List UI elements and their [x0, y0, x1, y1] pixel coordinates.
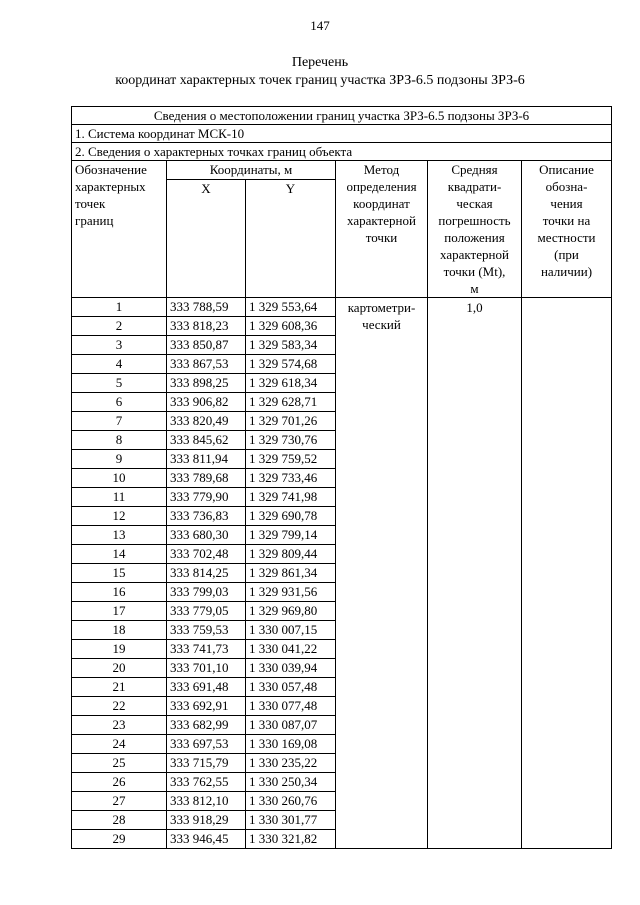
point-number: 24 [72, 735, 167, 754]
point-number: 2 [72, 317, 167, 336]
point-y: 1 330 007,15 [246, 621, 336, 640]
header-description [522, 161, 612, 298]
point-x: 333 811,94 [167, 450, 246, 469]
header-description-line: (при [554, 247, 579, 262]
point-y: 1 330 039,94 [246, 659, 336, 678]
error-cell: 1,0 [428, 298, 522, 849]
point-y: 1 330 041,22 [246, 640, 336, 659]
point-x: 333 850,87 [167, 336, 246, 355]
point-number: 19 [72, 640, 167, 659]
point-number: 1 [72, 298, 167, 317]
point-y: 1 329 969,80 [246, 602, 336, 621]
point-x: 333 692,91 [167, 697, 246, 716]
point-number: 12 [72, 507, 167, 526]
header-error-line: ческая [456, 196, 493, 211]
point-number: 16 [72, 583, 167, 602]
header-description-line: обозна- [545, 179, 588, 194]
point-number: 29 [72, 830, 167, 849]
point-x: 333 702,48 [167, 545, 246, 564]
point-number: 28 [72, 811, 167, 830]
header-designation [72, 161, 167, 298]
point-number: 13 [72, 526, 167, 545]
point-number: 18 [72, 621, 167, 640]
point-x: 333 820,49 [167, 412, 246, 431]
point-x: 333 680,30 [167, 526, 246, 545]
point-number: 3 [72, 336, 167, 355]
header-method-line: точки [365, 230, 398, 245]
point-y: 1 329 759,52 [246, 450, 336, 469]
header-method-line: характерной [347, 213, 416, 228]
point-y: 1 329 741,98 [246, 488, 336, 507]
header-designation-line: Обозначение [75, 162, 147, 177]
point-y: 1 330 235,22 [246, 754, 336, 773]
point-number: 21 [72, 678, 167, 697]
point-number: 22 [72, 697, 167, 716]
description-cell [522, 298, 612, 849]
point-x: 333 845,62 [167, 431, 246, 450]
point-x: 333 898,25 [167, 374, 246, 393]
table-caption: Сведения о местоположении границ участка ЗРЗ-6.5 подзоны ЗРЗ-6 [72, 107, 612, 125]
header-method-line: координат [353, 196, 410, 211]
coordinates-table [71, 106, 612, 849]
header-designation-line: границ [75, 213, 114, 228]
header-error-line: положения [444, 230, 505, 245]
header-error-line: точки (Mt), [443, 264, 506, 279]
point-x: 333 946,45 [167, 830, 246, 849]
header-method-line: Метод [363, 162, 400, 177]
point-number: 25 [72, 754, 167, 773]
method-line: ческий [362, 317, 401, 332]
point-y: 1 329 730,76 [246, 431, 336, 450]
point-number: 15 [72, 564, 167, 583]
point-x: 333 682,99 [167, 716, 246, 735]
header-description-line: Описание [539, 162, 594, 177]
header-designation-line: характерных [75, 179, 146, 194]
point-y: 1 329 809,44 [246, 545, 336, 564]
point-y: 1 330 169,08 [246, 735, 336, 754]
point-y: 1 330 301,77 [246, 811, 336, 830]
point-y: 1 329 733,46 [246, 469, 336, 488]
point-x: 333 789,68 [167, 469, 246, 488]
page-number: 147 [310, 18, 330, 33]
header-description-line: чения [550, 196, 583, 211]
point-y: 1 330 260,76 [246, 792, 336, 811]
point-x: 333 918,29 [167, 811, 246, 830]
header-method [336, 161, 428, 298]
point-x: 333 818,23 [167, 317, 246, 336]
point-x: 333 788,59 [167, 298, 246, 317]
point-y: 1 329 701,26 [246, 412, 336, 431]
table-row [72, 298, 612, 317]
point-number: 14 [72, 545, 167, 564]
point-x: 333 701,10 [167, 659, 246, 678]
point-number: 9 [72, 450, 167, 469]
point-number: 27 [72, 792, 167, 811]
point-x: 333 906,82 [167, 393, 246, 412]
header-y: Y [246, 180, 336, 298]
point-y: 1 329 690,78 [246, 507, 336, 526]
point-number: 10 [72, 469, 167, 488]
method-cell [336, 298, 428, 849]
header-error-line: погрешность [438, 213, 511, 228]
point-y: 1 330 057,48 [246, 678, 336, 697]
point-x: 333 799,03 [167, 583, 246, 602]
point-x: 333 812,10 [167, 792, 246, 811]
point-y: 1 329 628,71 [246, 393, 336, 412]
point-number: 17 [72, 602, 167, 621]
point-y: 1 330 321,82 [246, 830, 336, 849]
point-y: 1 330 250,34 [246, 773, 336, 792]
header-description-line: местности [537, 230, 596, 245]
point-y: 1 329 583,34 [246, 336, 336, 355]
method-line: картометри- [347, 300, 416, 315]
point-number: 5 [72, 374, 167, 393]
point-y: 1 329 931,56 [246, 583, 336, 602]
header-designation-line: точек [75, 196, 106, 211]
section-coordinate-system: 1. Система координат МСК-10 [72, 125, 612, 143]
header-description-line: наличии) [540, 264, 593, 279]
point-number: 4 [72, 355, 167, 374]
point-y: 1 330 087,07 [246, 716, 336, 735]
point-x: 333 736,83 [167, 507, 246, 526]
point-number: 7 [72, 412, 167, 431]
point-x: 333 691,48 [167, 678, 246, 697]
header-error [428, 161, 522, 298]
point-y: 1 329 861,34 [246, 564, 336, 583]
header-error-line: Средняя [451, 162, 498, 177]
section-points-info: 2. Сведения о характерных точках границ объекта [72, 143, 612, 161]
point-x: 333 741,73 [167, 640, 246, 659]
header-error-line: м [470, 281, 479, 296]
header-x: X [167, 180, 246, 298]
title-line-1: Перечень [291, 55, 349, 70]
point-y: 1 329 618,34 [246, 374, 336, 393]
point-y: 1 330 077,48 [246, 697, 336, 716]
point-number: 20 [72, 659, 167, 678]
point-x: 333 759,53 [167, 621, 246, 640]
point-x: 333 715,79 [167, 754, 246, 773]
point-number: 6 [72, 393, 167, 412]
point-y: 1 329 553,64 [246, 298, 336, 317]
header-error-line: квадрати- [447, 179, 502, 194]
page-title [0, 54, 640, 90]
point-number: 8 [72, 431, 167, 450]
point-y: 1 329 799,14 [246, 526, 336, 545]
header-error-line: характерной [440, 247, 509, 262]
point-number: 26 [72, 773, 167, 792]
point-x: 333 814,25 [167, 564, 246, 583]
point-x: 333 779,05 [167, 602, 246, 621]
point-x: 333 867,53 [167, 355, 246, 374]
header-coordinates: Координаты, м [167, 161, 336, 180]
header-method-line: определения [346, 179, 417, 194]
point-y: 1 329 608,36 [246, 317, 336, 336]
header-description-line: точки на [542, 213, 591, 228]
point-x: 333 762,55 [167, 773, 246, 792]
point-x: 333 697,53 [167, 735, 246, 754]
point-number: 11 [72, 488, 167, 507]
title-line-2: координат характерных точек границ участка ЗРЗ-6.5 подзоны ЗРЗ-6 [115, 73, 525, 88]
point-y: 1 329 574,68 [246, 355, 336, 374]
table-body [72, 298, 612, 849]
point-x: 333 779,90 [167, 488, 246, 507]
point-number: 23 [72, 716, 167, 735]
